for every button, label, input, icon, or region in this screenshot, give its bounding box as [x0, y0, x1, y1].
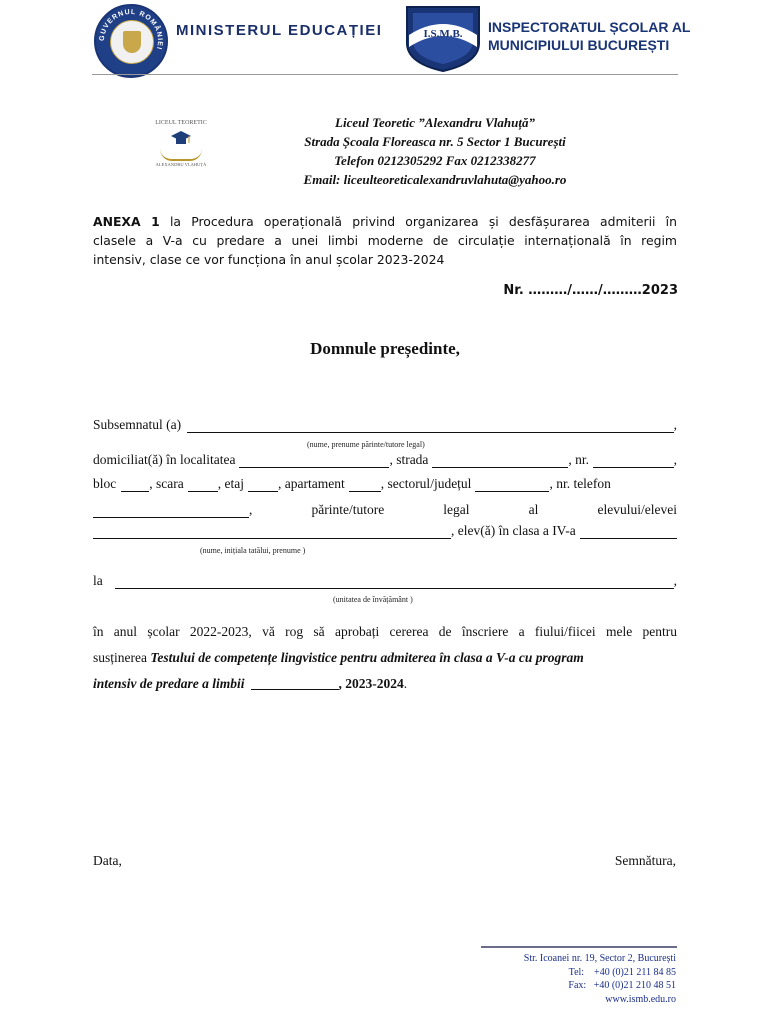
graduation-cap-icon: [170, 130, 192, 146]
test-name-cont: intensiv de predare a limbii: [93, 676, 245, 691]
class-field[interactable]: [580, 525, 677, 539]
bloc-field[interactable]: [121, 478, 149, 492]
request-line-3: [93, 671, 677, 697]
ministry-title: MINISTERUL EDUCAȚIEI: [176, 22, 383, 39]
date-label: Data,: [93, 853, 122, 868]
parent-name-hint: (nume, prenume părinte/tutore legal): [307, 440, 425, 449]
etaj-label: , etaj: [217, 476, 244, 491]
request-paragraph: [93, 619, 677, 697]
locality-field[interactable]: [239, 454, 389, 468]
subsemnatul-label: Subsemnatul (a): [93, 417, 182, 432]
street-number-field[interactable]: [593, 454, 674, 468]
header-divider: [92, 74, 678, 75]
school-logo-arc-text: LICEUL TEORETIC: [155, 120, 207, 126]
phone-label: , nr. telefon: [549, 476, 611, 491]
sector-label: , sectorul/județul: [380, 476, 472, 491]
ismb-logo-text: I.S.M.B.: [423, 28, 463, 40]
request-line-2-prefix: susținerea: [93, 650, 147, 665]
ismb-logo: [403, 3, 483, 73]
school-address: Strada Școala Floreasca nr. 5 Sector 1 București: [304, 134, 566, 149]
footer-address: Str. Icoanei nr. 19, Sector 2, București: [523, 953, 676, 964]
apartament-field[interactable]: [349, 478, 381, 492]
scara-field[interactable]: [188, 478, 218, 492]
footer-fax: Fax: +40 (0)21 210 48 51: [568, 980, 676, 991]
request-line-1: în anul școlar 2022-2023, vă rog să aprobați cererea de înscriere a fiului/fiicei mele pentru: [93, 624, 677, 639]
inspectorate-line-1: INSPECTORATUL ȘCOLAR AL: [488, 19, 691, 35]
parinte-label: părinte/tutore: [311, 502, 385, 517]
registration-number: Nr. ………/……/………2023: [503, 283, 678, 298]
school-hint: (unitatea de învățământ ): [333, 595, 413, 604]
form-row-student: [93, 523, 677, 539]
elevului-label: elevului/elevei: [597, 502, 677, 517]
svg-text:GUVERNUL ROMÂNIEI: [99, 9, 163, 51]
bloc-label: bloc: [93, 476, 117, 491]
etaj-field[interactable]: [248, 478, 278, 492]
student-name-field[interactable]: [93, 525, 451, 539]
footer-web[interactable]: www.ismb.edu.ro: [605, 993, 676, 1005]
school-logo: [150, 116, 212, 186]
request-end: .: [403, 676, 408, 691]
school-logo-label: ALEXANDRU VLAHUȚĂ: [155, 162, 207, 167]
scara-label: , scara: [149, 476, 184, 491]
seal-ring-text: [96, 6, 166, 76]
street-field[interactable]: [432, 454, 568, 468]
school-name: Liceul Teoretic ”Alexandru Vlahuță”: [335, 115, 535, 130]
la-label: la: [93, 573, 103, 588]
language-field[interactable]: [251, 676, 339, 690]
signature-label: Semnătura,: [614, 853, 676, 868]
school-phone: Telefon 0212305292 Fax 0212338277: [334, 153, 536, 168]
test-name: Testului de competențe lingvistice pentru admiterea în clasa a V-a cu program: [150, 650, 584, 665]
request-line-2: [93, 645, 677, 671]
school-info: [230, 113, 640, 189]
seal-text: GUVERNUL ROMÂNIEI: [98, 8, 164, 51]
inspectorate-title: [488, 18, 691, 54]
school-email: Email: liceulteoreticalexandruvlahuta@yahoo.ro: [303, 172, 567, 187]
annex-line-1: la Procedura operațională privind organizarea și desfășurarea admiterii în: [169, 214, 677, 229]
phone-field[interactable]: [93, 504, 249, 518]
sector-field[interactable]: [475, 478, 549, 492]
annex-label: ANEXA 1: [93, 214, 160, 229]
form-row-parent: , părinte/tutore legal al elevului/elevei: [93, 502, 677, 518]
annex-line-2: clasele a V-a cu predare a unei limbi moderne de circulație internațională în regim: [93, 233, 677, 248]
footer-tel: Tel: +40 (0)21 211 84 85: [568, 966, 676, 978]
school-field[interactable]: [115, 575, 674, 589]
form-row-building: [93, 476, 677, 492]
government-seal: [94, 4, 168, 78]
student-name-hint: (nume, inițiala tatălui, prenume ): [200, 546, 306, 555]
footer-contact: [524, 952, 676, 1006]
open-book-icon: [160, 149, 202, 161]
domiciliat-label: domiciliat(ă) în localitatea: [93, 452, 236, 467]
form-row-school: la ,: [93, 573, 677, 588]
legal-label: legal: [443, 502, 470, 517]
parent-name-field[interactable]: [187, 419, 674, 433]
greeting: Domnule președinte,: [310, 339, 460, 358]
al-label: al: [528, 502, 539, 517]
street-number-label: , nr.: [568, 452, 590, 467]
inspectorate-line-2: MUNICIPIULUI BUCUREȘTI: [488, 37, 670, 53]
class-label: , elev(ă) în clasa a IV-a: [451, 523, 576, 538]
annex-line-3: intensiv, clase ce vor funcționa în anul școlar 2023-2024: [93, 252, 445, 267]
footer-divider: [481, 946, 677, 948]
street-label: , strada: [389, 452, 429, 467]
form-row-address: domiciliat(ă) în localitatea , strada , nr. ,: [93, 452, 677, 467]
school-year: , 2023-2024: [338, 676, 404, 691]
annex-paragraph: [93, 212, 677, 269]
apartament-label: , apartament: [277, 476, 345, 491]
form-row-name: Subsemnatul (a) ,: [93, 417, 677, 432]
